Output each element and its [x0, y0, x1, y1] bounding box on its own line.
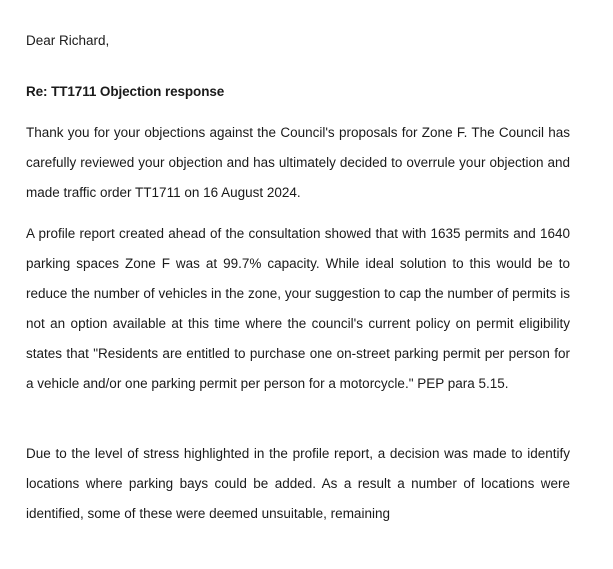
body-paragraph-2: A profile report created ahead of the consultation showed that with 1635 permits and 1640 parking spaces Zone F was at 99.7% capacity. While ideal solution to this would be to reduce the number of vehicles in the zone, your suggestion to cap the number of permits is not an option available at this time where the council's current policy on permit eligibility states that "Residents are entitled to purchase one on-street parking permit per person for a vehicle and/or one parking permit per person for a motorcycle." PEP para 5.15.	[26, 226, 570, 391]
body-paragraph-1: Thank you for your objections against the Council's proposals for Zone F. The Council has carefully reviewed your objection and has ultimately decided to overrule your objection and made traffic order TT1711 on 16 August 2024.	[26, 125, 570, 200]
body-paragraph-3: Due to the level of stress highlighted in the profile report, a decision was made to identify locations where parking bays could be added. As a result a number of locations were identified, some of these were deemed unsuitable, remaining	[26, 446, 570, 521]
letter-body	[26, 22, 570, 569]
salutation: Dear Richard,	[26, 33, 110, 48]
subject-heading: Re: TT1711 Objection response	[26, 84, 225, 99]
